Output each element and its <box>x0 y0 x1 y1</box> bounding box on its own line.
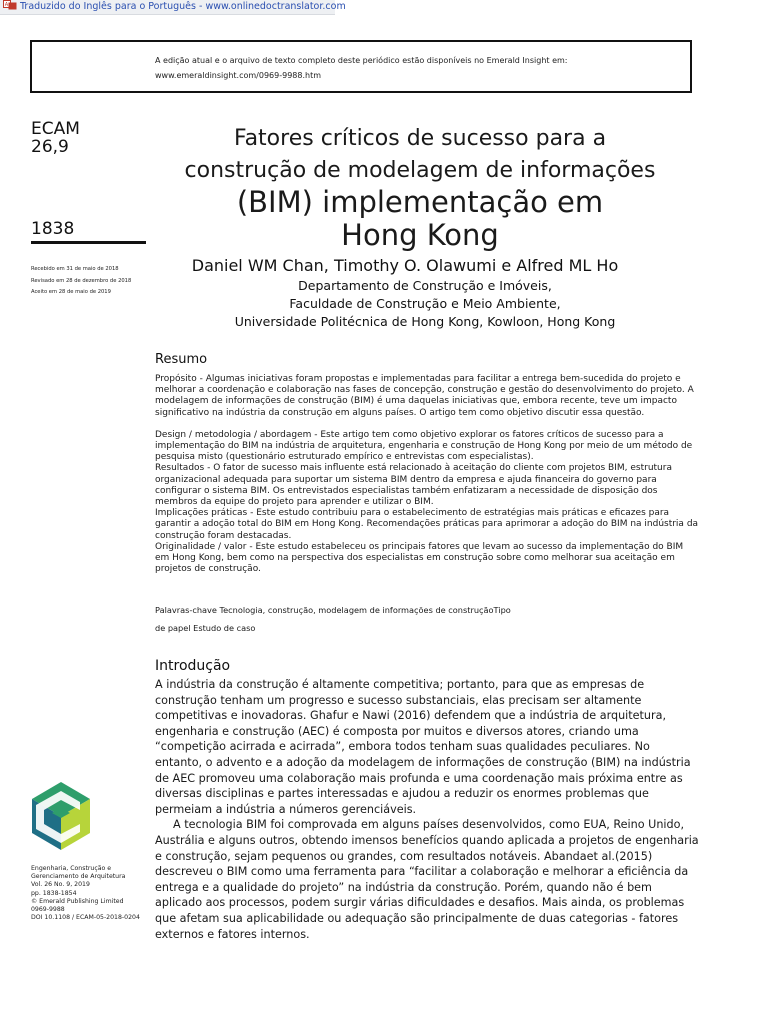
affiliation-line-3: Universidade Politécnica de Hong Kong, Kowloon, Hong Kong <box>234 314 616 329</box>
publisher-line-6: 0969-9988 <box>31 906 65 914</box>
intro-paragraph-1: A indústria da construção é altamente competitiva; portanto, para que as empresas de construção tenham um progresso e sucesso substanciais, elas precisam ser altamente competitivas e inovadoras. Ghafur e Nawi (2016) defendem que a indústria de arquitetura, engenharia e construção (AEC) é composta por muitos e diversos atores, criando uma “competição acirrada e acirrada”, embora todos tenham suas qualidades peculiares. No entanto, o advento e a adoção da modelagem de informações de construção (BIM) na indústria de AEC promoveu uma colaboração mais profunda e uma coordenação mais próxima entre as diversas disciplinas e partes interessadas e ajudou a reduzir os enormes problemas que permeiam a indústria a números gerenciáveis. <box>155 678 691 816</box>
journal-volume: 26,9 <box>31 137 69 157</box>
abstract-design: Design / metodologia / abordagem - Este artigo tem como objetivo explorar os fatores críticos de sucesso para a implementação do BIM na indústria de arquitetura, engenharia e construção de Hong Kong por meio de um método de pesquisa misto (questionário estruturado empírico e entrevistas com especialistas). <box>155 429 693 463</box>
publisher-line-2: Gerenciamento de Arquitetura <box>31 873 126 881</box>
abstract-findings: Resultados - O fator de sucesso mais influente está relacionado à aceitação do cliente com projetos BIM, estrutura organizacional adequada para suportar um sistema BIM dentro da empresa e ajuda financeira do governo para configurar o sistema BIM. Os entrevistados especialistas também enfatizaram a necessidade de disposição dos membros da equipe do projeto para aprender e utilizar o BIM. <box>155 463 672 508</box>
abstract-heading: Resumo <box>155 352 208 367</box>
publisher-line-4: pp. 1838-1854 <box>31 889 77 897</box>
intro-body <box>155 677 700 942</box>
abstract-purpose: Propósito - Algumas iniciativas foram propostas e implementadas para facilitar a entrega bem-sucedida do projeto e melhorar a coordenação e colaboração nas fases de concepção, construção e gestão do desenvolvimento do projeto. A modelagem de informações de construção (BIM) é uma daquelas iniciativas que, embora recente, teve um impacto significativo na indústria da construção em alguns países. O artigo tem como objetivo discutir essa questão. <box>155 374 694 418</box>
publisher-info <box>31 865 140 922</box>
svg-text:A: A <box>4 2 9 9</box>
submission-dates <box>31 264 131 299</box>
emerald-logo <box>30 781 92 851</box>
journal-id <box>31 120 80 156</box>
publisher-doi: DOI 10.1108 / ECAM-05-2018-0204 <box>31 914 140 922</box>
publisher-line-3: Vol. 26 No. 9, 2019 <box>31 881 90 889</box>
page-number: 1838 <box>31 219 75 239</box>
paper-type: de papel Estudo de caso <box>155 623 256 633</box>
affiliation <box>160 277 690 331</box>
intro-heading: Introdução <box>155 658 231 674</box>
notice-url[interactable]: www.emeraldinsight.com/0969-9988.htm <box>155 71 322 80</box>
title-line-3: (BIM) implementação em <box>236 185 604 219</box>
date-accepted: Aceito em 28 de maio de 2019 <box>31 289 111 295</box>
paper-title <box>160 122 680 252</box>
date-revised: Revisado em 28 de dezembro de 2018 <box>31 277 132 284</box>
title-line-4: Hong Kong <box>341 218 499 252</box>
publisher-line-5: © Emerald Publishing Limited <box>31 897 124 905</box>
publisher-line-1: Engenharia, Construção e <box>31 865 112 872</box>
keywords: Palavras-chave Tecnologia, construção, modelagem de informações de construçãoTipo <box>155 605 511 615</box>
affiliation-line-2: Faculdade de Construção e Meio Ambiente, <box>289 296 561 311</box>
affiliation-line-1: Departamento de Construção e Imóveis, <box>298 278 552 293</box>
translator-banner[interactable] <box>0 0 346 15</box>
title-line-1: Fatores críticos de sucesso para a <box>233 126 607 151</box>
translate-icon <box>3 0 17 10</box>
date-received: Recebido em 31 de maio de 2018 <box>31 266 119 272</box>
journal-name: ECAM <box>31 119 80 139</box>
title-line-2: construção de modelagem de informações <box>184 158 656 183</box>
abstract-body <box>155 374 700 575</box>
intro-paragraph-2: A tecnologia BIM foi comprovada em alguns países desenvolvidos, como EUA, Reino Unido, Austrália e alguns outros, obtendo imensos benefícios quando aplicada a projetos de engenharia e construção, sejam pequenos ou grandes, com resultados notáveis. Abandaet al.(2015) descreveu o BIM como uma ferramenta para “facilitar a colaboração e melhorar a eficiência da entrega e a qualidade do projeto” na indústria da construção. Porém, quando não é bem aplicado aos processos, podem surgir várias dificuldades e desafios. Mais ainda, os problemas que afetam sua aplicabilidade ou adequação são principalmente de duas categorias - fatores externos e fatores internos. <box>155 818 699 941</box>
abstract-implications: Implicações práticas - Este estudo contribuiu para o estabelecimento de estratégias mais práticas e eficazes para garantir a adoção total do BIM em Hong Kong. Recomendações práticas para aprimorar a adoção do BIM na indústria da construção foram destacadas. <box>155 508 699 541</box>
banner-text[interactable]: Traduzido do Inglês para o Português - www.onlinedoctranslator.com <box>20 1 346 12</box>
margin-rule <box>31 241 146 244</box>
notice-line-1: A edição atual e o arquivo de texto completo deste periódico estão disponíveis no Emerald Insight em: <box>155 56 568 65</box>
abstract-spacer <box>155 419 700 430</box>
authors: Daniel WM Chan, Timothy O. Olawumi e Alfred ML Ho <box>191 256 619 275</box>
availability-notice <box>30 40 692 93</box>
abstract-originality: Originalidade / valor - Este estudo estabeleceu os principais fatores que levam ao sucesso da implementação do BIM em Hong Kong, bem como na perspectiva dos especialistas em construção sobre como melhorar sua aceitação em projetos de construção. <box>155 541 684 575</box>
